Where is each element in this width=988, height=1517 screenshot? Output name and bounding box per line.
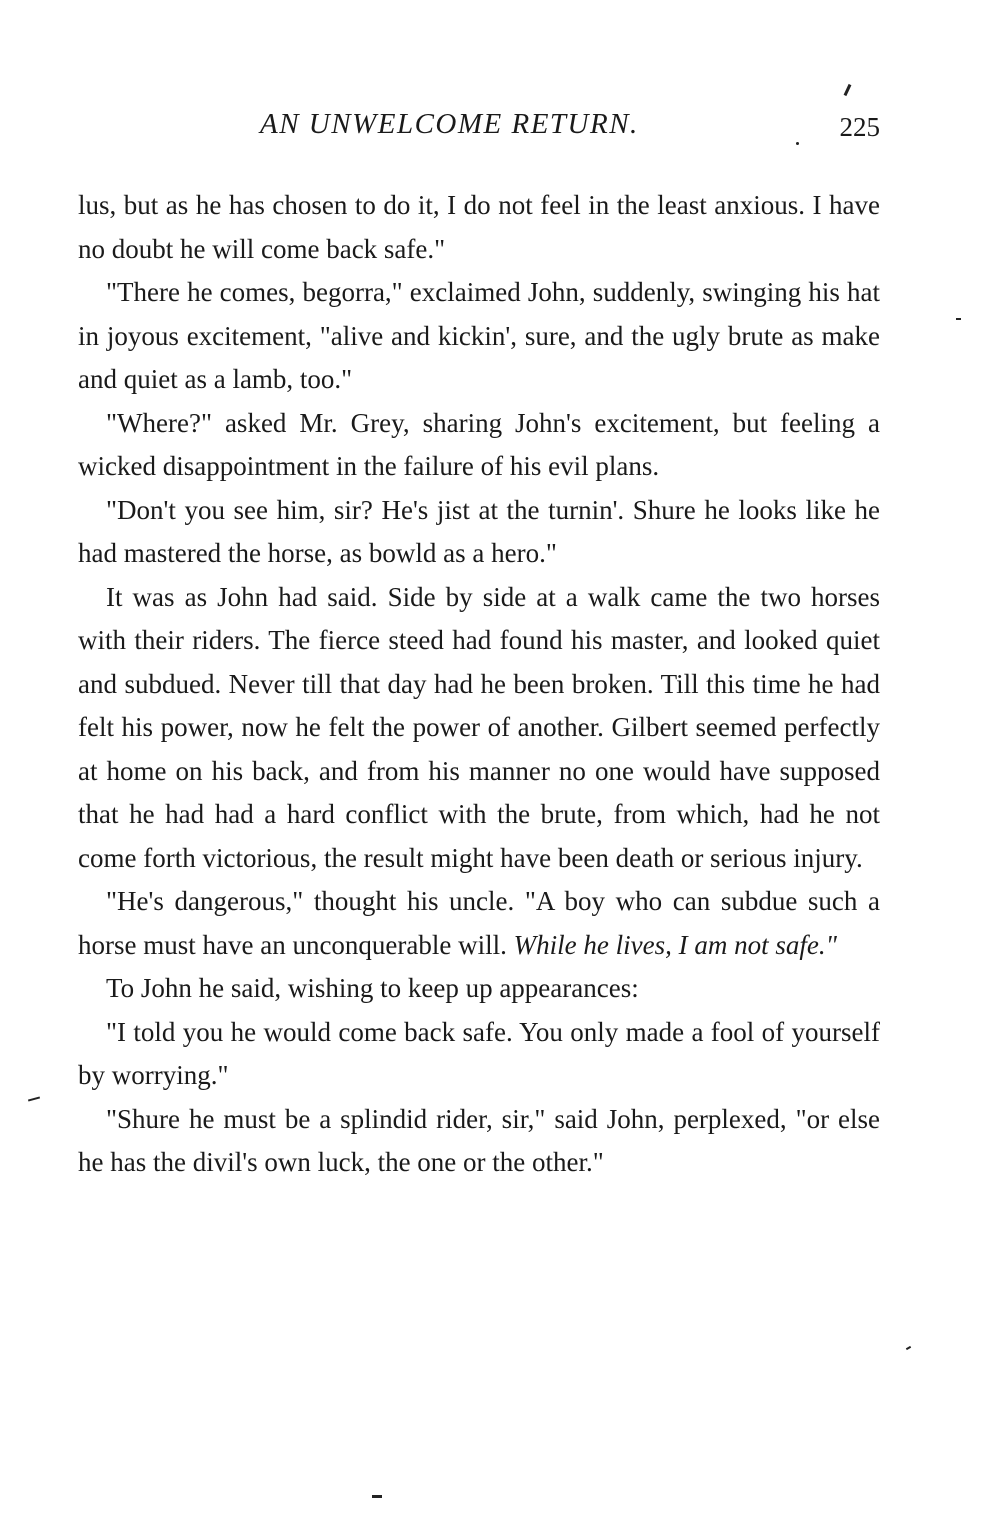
running-head: AN UNWELCOME RETURN. (260, 108, 639, 140)
page-header (78, 108, 880, 152)
paragraph-text: "He's dangerous," thought his uncle. "A boy who can subdue such a horse must have an unconquerable will. (78, 886, 880, 960)
stray-mark (372, 1495, 382, 1498)
paragraph (78, 880, 880, 967)
page-number: 225 (839, 112, 880, 142)
paragraph: "Shure he must be a splindid rider, sir," said John, perplexed, "or else he has the divil's own luck, the one or the other." (78, 1103, 880, 1177)
stray-mark (844, 84, 852, 96)
paragraph: lus, but as he has chosen to do it, I do not feel in the least anxious. I have no doubt he will come back safe." (78, 190, 880, 264)
stray-mark (28, 1096, 40, 1101)
stray-mark (956, 318, 961, 320)
italic-thought: While he lives, I am not safe." (513, 929, 837, 960)
paragraph: "Don't you see him, sir? He's jist at the turnin'. Shure he looks like he had mastered the horse, as bowld as a hero." (78, 494, 880, 568)
paragraph: To John he said, wishing to keep up appearances: (106, 973, 639, 1003)
paragraph: "There he comes, begorra," exclaimed John, suddenly, swinging his hat in joyous excitement, "alive and kickin', sure, and the ugly brute as make and quiet as a lamb, too." (78, 277, 880, 394)
paragraph: It was as John had said. Side by side at a walk came the two horses with their riders. The fierce steed had found his master, and looked quiet and subdued. Never till that day had he been broken. Till this time he had felt his power, now he felt the power of another. Gilbert seemed perfectly at home on his back, and from his manner no one would have supposed that he had had a hard conflict with the brute, from which, had he not come forth victorious, the result might have been death or serious injury. (78, 581, 880, 873)
paragraph: "I told you he would come back safe. You only made a fool of yourself by worrying." (78, 1016, 880, 1090)
stray-mark (906, 1346, 911, 1350)
body-text (78, 184, 880, 1185)
paragraph: "Where?" asked Mr. Grey, sharing John's excitement, but feeling a wicked disappointment in the failure of his evil plans. (78, 407, 880, 481)
